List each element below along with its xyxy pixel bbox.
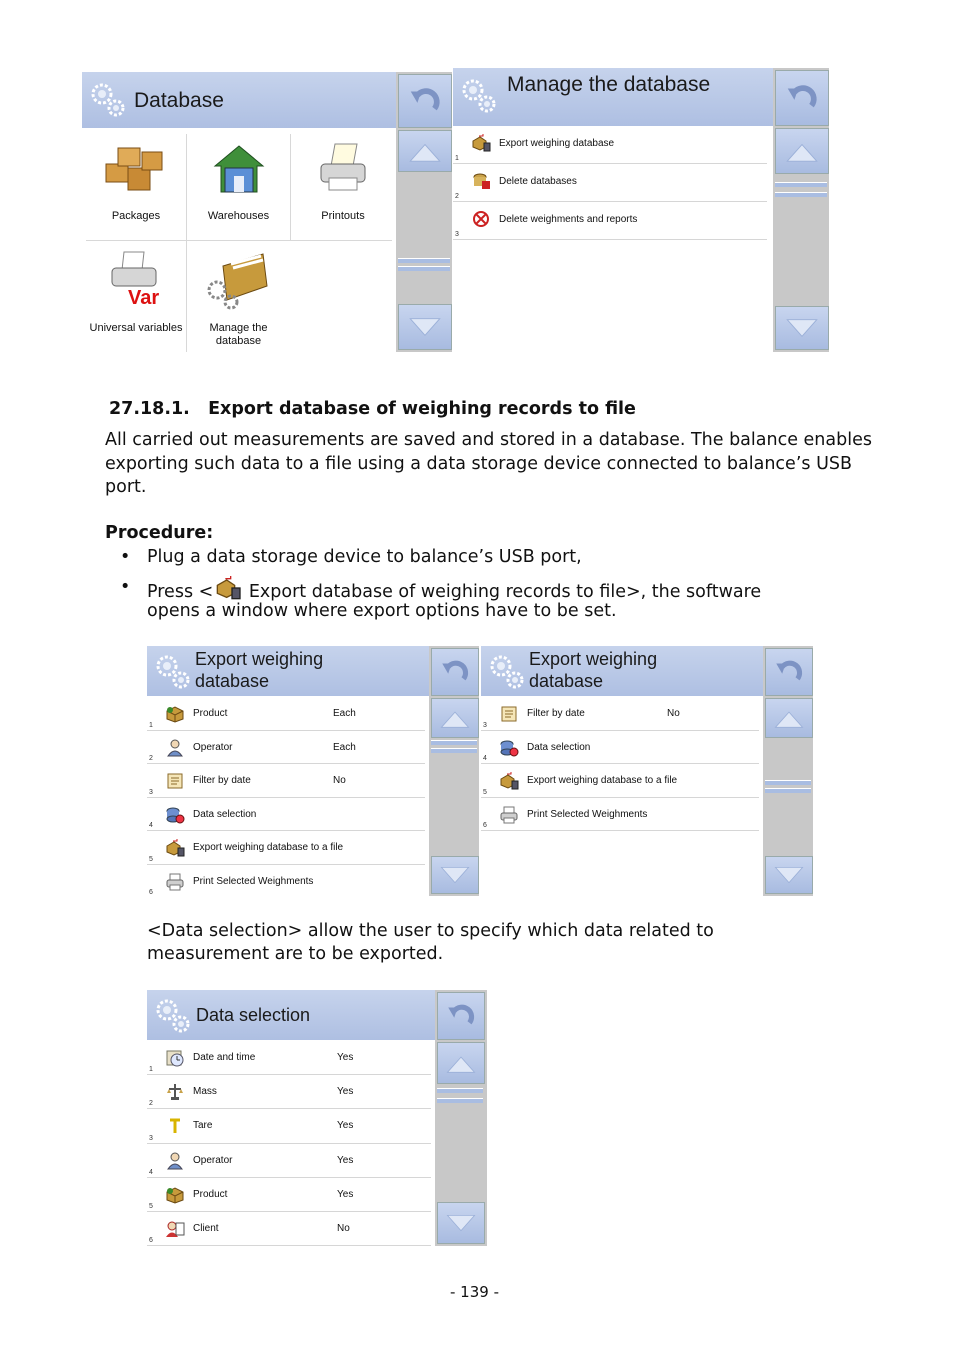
tile-universal-variables-label: Universal variables: [89, 322, 183, 334]
down-arrow-icon: [772, 864, 806, 886]
export2-sidebar: [763, 646, 813, 896]
item-value: No: [667, 708, 680, 719]
scroll-grip[interactable]: [765, 780, 811, 785]
item-label: Client: [193, 1223, 219, 1234]
item-number: 4: [149, 822, 153, 829]
scroll-grip[interactable]: [398, 266, 450, 271]
manage-header: [453, 68, 775, 126]
export1-title-line2: database: [195, 671, 270, 691]
scroll-grip[interactable]: [431, 740, 477, 745]
box-icon: [165, 705, 185, 723]
item-value: No: [337, 1223, 350, 1234]
list-item[interactable]: [481, 731, 759, 765]
list-item[interactable]: [147, 764, 425, 798]
list-item[interactable]: [481, 798, 759, 832]
up-arrow-icon: [772, 707, 806, 729]
person-icon: [165, 1152, 185, 1170]
export-icon: [471, 134, 491, 152]
box-icon: [165, 1186, 185, 1204]
bullet-2-line1: Press < Export database of weighing records to file>, the software: [147, 576, 761, 605]
item-label: Data selection: [193, 808, 257, 820]
database-header: [82, 72, 396, 128]
item-label: Operator: [193, 1154, 233, 1166]
item-value: Each: [333, 708, 356, 719]
back-arrow-icon: [438, 655, 472, 689]
item-number: 1: [149, 721, 153, 729]
manage-item-delete-databases[interactable]: Delete databases 2: [453, 164, 767, 202]
scroll-grip[interactable]: [775, 192, 827, 197]
export-icon: [499, 772, 519, 790]
scroll-down-button[interactable]: [437, 1202, 485, 1244]
back-arrow-icon: [783, 79, 821, 117]
item-label: Tare: [193, 1120, 213, 1132]
list-item[interactable]: [147, 798, 425, 832]
back-button[interactable]: [437, 992, 485, 1040]
gears-icon: [459, 76, 499, 116]
item-number: 3: [149, 1134, 153, 1142]
item-label: Product: [193, 1188, 228, 1200]
data-selection-line1: <Data selection> allow the user to specify which data related to: [147, 921, 714, 941]
item-number: 5: [483, 788, 487, 796]
item-number: 5: [149, 855, 153, 863]
client-icon: [165, 1220, 185, 1238]
back-button[interactable]: [398, 74, 452, 128]
printer-icon: [499, 806, 519, 824]
back-button[interactable]: [431, 648, 479, 696]
tile-universal-variables[interactable]: [86, 242, 186, 350]
manage-title: Manage the database: [507, 73, 711, 96]
item-number: 4: [483, 755, 487, 762]
item-number: 1: [149, 1066, 153, 1074]
export1-sidebar: [429, 646, 479, 896]
warehouse-icon: [209, 140, 269, 196]
list-item[interactable]: [481, 697, 759, 731]
item-label: Mass: [193, 1086, 217, 1098]
list-item[interactable]: [147, 865, 425, 897]
back-arrow-icon: [444, 999, 478, 1033]
list-item[interactable]: [147, 1212, 431, 1246]
datasel-title: Data selection: [196, 1005, 311, 1025]
down-arrow-icon: [444, 1212, 478, 1234]
list-item[interactable]: [147, 1144, 431, 1178]
item-label: Export weighing database to a file: [193, 842, 344, 853]
list-item[interactable]: [147, 697, 425, 731]
manage-database-icon: [203, 246, 273, 310]
scroll-up-button[interactable]: [437, 1042, 485, 1084]
item-number: 6: [149, 889, 153, 896]
bullet-dot: •: [120, 577, 131, 597]
bullet-dot: •: [120, 547, 131, 567]
item-value: Yes: [337, 1052, 354, 1063]
back-button[interactable]: [765, 648, 813, 696]
back-arrow-icon: [772, 655, 806, 689]
scroll-up-button[interactable]: [398, 130, 452, 172]
delete-reports-icon: [471, 210, 491, 228]
scroll-grip[interactable]: [398, 258, 450, 263]
scroll-grip[interactable]: [437, 1098, 483, 1103]
delete-database-icon: [471, 172, 491, 190]
item-number: 2: [149, 1100, 153, 1108]
printer-icon: [313, 140, 373, 196]
data-selection-screen: [147, 990, 487, 1246]
scroll-down-button[interactable]: [775, 306, 829, 350]
scroll-down-button[interactable]: [431, 856, 479, 894]
item-number: 2: [149, 755, 153, 762]
export-screen-1: [147, 646, 479, 896]
page-number: - 139 -: [450, 1283, 499, 1301]
gears-icon: [153, 652, 193, 692]
manage-item-export[interactable]: Export weighing database 1: [453, 126, 767, 164]
tile-manage-database-label: Manage the database: [209, 322, 268, 347]
scroll-grip[interactable]: [765, 788, 811, 793]
svg-text:Var: Var: [128, 287, 160, 309]
bullet-2-line2: opens a window where export options have to be set.: [147, 601, 617, 621]
scroll-up-button[interactable]: [765, 698, 813, 738]
item-number: 6: [149, 1237, 153, 1245]
up-arrow-icon: [438, 707, 472, 729]
list-item[interactable]: [147, 1075, 431, 1109]
tile-manage-database[interactable]: [187, 242, 290, 350]
tile-printouts[interactable]: [291, 134, 395, 238]
item-number: 4: [149, 1168, 153, 1176]
database-screen: [82, 72, 452, 352]
calendar-icon: [499, 705, 519, 723]
bullet-1: Plug a data storage device to balance’s USB port,: [147, 547, 582, 567]
item-label: Data selection: [527, 741, 591, 753]
list-item[interactable]: [147, 1041, 431, 1075]
scroll-grip[interactable]: [437, 1088, 483, 1093]
person-icon: [165, 739, 185, 757]
scroll-down-button[interactable]: [765, 856, 813, 894]
manage-sidebar: [773, 68, 829, 352]
manage-item-delete-reports[interactable]: Delete weighments and reports 3: [453, 202, 767, 240]
list-item[interactable]: [147, 731, 425, 765]
export-screen-2: [481, 646, 813, 896]
gears-icon: [487, 652, 527, 692]
mass-icon: [165, 1083, 185, 1101]
list-item[interactable]: [147, 1178, 431, 1212]
tile-printouts-label: Printouts: [321, 210, 365, 222]
datasel-icon: [165, 806, 185, 824]
section-heading: 27.18.1. Export database of weighing records to file: [109, 399, 636, 419]
tile-warehouses-label: Warehouses: [207, 210, 270, 222]
item-label: Product: [193, 708, 228, 719]
database-sidebar: [396, 72, 452, 352]
scroll-up-button[interactable]: [775, 128, 829, 174]
item-value: Yes: [337, 1120, 354, 1132]
item-number: 3: [483, 721, 487, 729]
export-icon: [213, 576, 243, 600]
gears-icon: [153, 996, 193, 1036]
tare-icon: [165, 1117, 185, 1135]
packages-icon: [102, 140, 166, 196]
back-button[interactable]: [775, 70, 829, 126]
export1-title-line1: Export weighing: [195, 649, 324, 669]
item-label: Filter by date: [193, 775, 251, 786]
datasel-header: [147, 990, 435, 1040]
tile-packages[interactable]: [86, 134, 186, 238]
item-value: No: [333, 775, 346, 786]
datasel-icon: [499, 739, 519, 757]
item-number: 3: [149, 788, 153, 796]
back-arrow-icon: [406, 82, 444, 120]
calendar-icon: [165, 772, 185, 790]
item-value: Each: [333, 741, 356, 753]
list-item[interactable]: [147, 1109, 431, 1143]
tile-packages-label: Packages: [111, 210, 161, 222]
export2-header: [481, 646, 763, 696]
scroll-up-button[interactable]: [431, 698, 479, 738]
data-selection-line2: measurement are to be exported.: [147, 944, 444, 964]
export2-title-line2: database: [529, 671, 604, 691]
up-arrow-icon: [444, 1052, 478, 1074]
gears-icon: [88, 80, 128, 120]
item-label: Export weighing database to a file: [527, 775, 678, 786]
item-label: Print Selected Weighments: [193, 875, 314, 887]
export-icon: [165, 839, 185, 857]
item-value: Yes: [337, 1154, 354, 1166]
down-arrow-icon: [406, 315, 444, 339]
down-arrow-icon: [438, 864, 472, 886]
procedure-label: Procedure:: [105, 523, 214, 543]
item-number: 5: [149, 1202, 153, 1210]
down-arrow-icon: [783, 316, 821, 340]
universal-variables-icon: [102, 248, 166, 312]
clock-icon: [165, 1049, 185, 1067]
export1-header: [147, 646, 429, 696]
list-item[interactable]: [481, 764, 759, 798]
scroll-grip[interactable]: [431, 748, 477, 753]
datasel-sidebar: [435, 990, 487, 1246]
item-label: Filter by date: [527, 708, 585, 719]
list-item[interactable]: [147, 831, 425, 865]
item-label: Date and time: [193, 1052, 256, 1063]
scroll-down-button[interactable]: [398, 304, 452, 350]
item-value: Yes: [337, 1188, 354, 1200]
printer-icon: [165, 873, 185, 891]
up-arrow-icon: [783, 139, 821, 163]
item-label: Operator: [193, 741, 233, 753]
database-title: Database: [134, 89, 224, 112]
item-number: 6: [483, 822, 487, 829]
section-paragraph: All carried out measurements are saved and stored in a database. The balance enables exporting such data to a file using a data storage device connected to balance’s USB port.: [105, 430, 872, 497]
item-value: Yes: [337, 1086, 354, 1098]
up-arrow-icon: [406, 139, 444, 163]
tile-warehouses[interactable]: [187, 134, 290, 238]
export2-title-line1: Export weighing: [529, 649, 658, 669]
item-label: Print Selected Weighments: [527, 808, 648, 820]
scroll-grip[interactable]: [775, 182, 827, 187]
manage-database-screen: [453, 68, 831, 352]
